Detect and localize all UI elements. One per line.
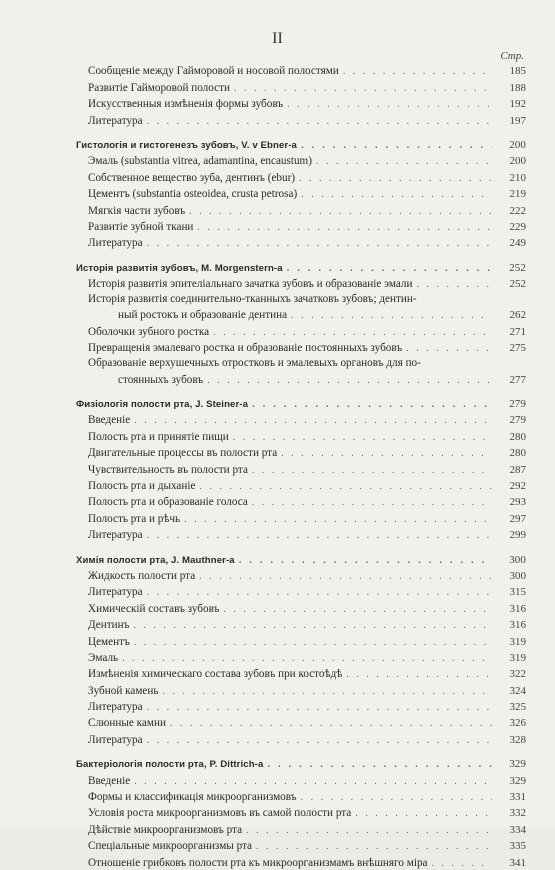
toc-entry-title: Введеніе [88,414,131,427]
toc-leader-dots [147,586,492,599]
toc-entry [76,355,526,370]
toc-leader-dots [346,668,492,681]
toc-entry-page: 280 [509,447,526,460]
toc-entry [76,460,526,476]
toc-leader-dots [355,807,492,820]
toc-entry [76,95,526,111]
toc-section-heading [76,755,526,771]
toc-entry [76,306,526,322]
toc-section-heading [76,136,526,152]
toc-leader-dots [416,278,492,291]
toc-section-heading [76,258,526,274]
toc-leader-dots [189,205,492,218]
toc-entry-page: 341 [509,856,526,869]
toc-entry [76,370,526,386]
toc-leader-dots [223,603,492,616]
toc-entry-title: Превращенія эмалеваго ростка и образованіе постоянныхъ зубовъ [88,342,403,355]
toc-heading-page: 300 [509,553,526,566]
toc-entry [76,649,526,665]
toc-entry-title: Литература [88,701,143,714]
toc-leader-dots [252,464,492,477]
toc-entry [76,616,526,632]
toc-entry-page: 331 [509,791,526,804]
toc-entry-title: Полость рта и принятіе пищи [88,430,229,443]
toc-entry-title: Слюнные камни [88,717,166,730]
toc-leader-dots [291,309,492,322]
toc-entry-page: 335 [509,840,526,853]
toc-entry [76,665,526,681]
toc-entry-page: 210 [509,171,526,184]
toc-leader-dots [301,791,492,804]
toc-entry [76,632,526,648]
toc-heading-page: 279 [509,398,526,411]
toc-entry-page: 300 [509,569,526,582]
toc-leader-dots [252,496,492,509]
toc-entry-title: Исторія развитія соединительно-тканныхъ зачатковъ зубовъ; дентин- [88,293,417,306]
toc-entry-page: 262 [509,309,526,322]
toc-entry-title: Оболочки зубного ростка [88,325,210,338]
toc-heading-title: Исторія развитія зубовъ, M. Morgenstern-a [76,262,283,274]
toc-leader-dots [301,139,492,152]
toc-entry-page: 229 [509,220,526,233]
toc-entry-page: 277 [509,373,526,386]
toc-entry-title: Развитіе зубной ткани [88,220,194,233]
toc-entry-page: 332 [509,807,526,820]
toc-leader-dots [162,685,492,698]
toc-entry-page: 287 [509,463,526,476]
toc-entry [76,185,526,201]
toc-entry-title: Введеніе [88,774,131,787]
toc-entry [76,111,526,127]
toc-entry-title: Полость рта и рѣчь [88,512,181,525]
toc-leader-dots [239,554,492,567]
toc-entry-page: 292 [509,479,526,492]
toc-entry-title: Эмаль [88,651,119,664]
toc-heading-title: Химія полости рта, J. Mauthner-a [76,554,235,566]
toc-entry-page: 192 [509,98,526,111]
toc-entry [76,599,526,615]
toc-entry [76,411,526,427]
toc-leader-dots [147,734,492,747]
toc-leader-dots [199,570,492,583]
toc-entry-page: 324 [509,684,526,697]
toc-entry-page: 299 [509,529,526,542]
toc-leader-dots [287,98,492,111]
toc-leader-dots [234,82,492,95]
toc-leader-dots [147,529,492,542]
toc-leader-dots [197,221,492,234]
page-number: II [272,30,283,47]
toc-entry-title: Развитіе Гайморовой полости [88,81,230,94]
toc-entry-title: Литература [88,586,143,599]
toc-entry [76,444,526,460]
toc-leader-dots [299,172,492,185]
toc-entry-page: 222 [509,204,526,217]
toc-entry-title: Цементъ (substantia osteoidea, crusta petrosa) [88,188,298,201]
toc-entry-title: ный ростокъ и образованіе дентина [118,309,288,322]
toc-entry [76,583,526,599]
toc-leader-dots [199,480,492,493]
toc-leader-dots [184,513,492,526]
toc-entry [76,493,526,509]
toc-entry-page: 316 [509,619,526,632]
toc-entry-page: 334 [509,823,526,836]
toc-entry-title: Жидкость полости рта [88,569,196,582]
toc-entry [76,78,526,94]
toc-entry-title: Отношеніе грибковъ полости рта къ микроорганизмамъ внѣшняго міра [88,856,428,869]
toc-entry [76,234,526,250]
toc-leader-dots [207,374,492,387]
toc-leader-dots [147,115,492,128]
toc-entry-page: 326 [509,717,526,730]
toc-section-heading [76,550,526,566]
toc-entry [76,275,526,291]
toc-heading-title: Бактеріологія полости рта, P. Dittrich-a [76,759,264,771]
toc-entry-page: 315 [509,586,526,599]
toc-leader-dots [256,840,492,853]
toc-leader-dots [134,775,492,788]
toc-entry-title: Литература [88,529,143,542]
toc-leader-dots [134,414,492,427]
toc-entry-title: Двигательные процессы въ полости рта [88,447,278,460]
toc-entry-page: 188 [509,81,526,94]
toc-leader-dots [432,857,492,870]
toc-leader-dots [246,824,492,837]
toc-heading-title: Физіологія полости рта, J. Steiner-a [76,399,249,411]
toc-leader-dots [170,717,492,730]
toc-leader-dots [316,155,492,168]
toc-heading-page: 329 [509,758,526,771]
toc-entry [76,853,526,869]
toc-entry-page: 297 [509,512,526,525]
toc-leader-dots [406,342,492,355]
toc-entry [76,730,526,746]
toc-entry [76,322,526,338]
toc-entry [76,788,526,804]
toc-entry-title: Сообщеніе между Гайморовой и носовой полостями [88,65,339,78]
toc-entry-title: Чувствительность въ полости рта [88,463,248,476]
toc-entry-page: 316 [509,602,526,615]
toc-entry-title: Формы и классификація микроорганизмовъ [88,791,297,804]
toc-entry-page: 275 [509,342,526,355]
toc-leader-dots [287,262,492,275]
toc-heading-page: 200 [509,138,526,151]
toc-entry-title: Исторія развитія эпителіальнаго зачатка зубовъ и образованіе эмали [88,278,413,291]
toc-entry-title: Мягкія части зубовъ [88,204,186,217]
toc-entry [76,820,526,836]
toc-entry-page: 279 [509,414,526,427]
toc-entry-title: Образованіе верхушечныхъ отростковъ и эмалевыхъ органовъ для по- [88,357,421,370]
table-of-contents [76,62,526,870]
toc-leader-dots [147,237,492,250]
toc-entry-title: Полость рта и дыханіе [88,479,196,492]
toc-leader-dots [267,758,492,771]
toc-leader-dots [281,447,492,460]
toc-entry-page: 319 [509,635,526,648]
toc-entry-title: Литература [88,733,143,746]
toc-entry-page: 249 [509,237,526,250]
toc-leader-dots [233,431,492,444]
toc-entry-title: Эмаль (substantia vitrea, adamantina, encaustum) [88,155,312,168]
toc-entry-page: 329 [509,774,526,787]
toc-entry-title: Зубной камень [88,684,159,697]
toc-entry [76,152,526,168]
toc-entry-title: Собственное вещество зуба, дентинъ (ebur) [88,171,296,184]
toc-leader-dots [122,652,492,665]
toc-entry [76,526,526,542]
toc-entry-page: 252 [509,278,526,291]
toc-entry [76,168,526,184]
toc-entry [76,837,526,853]
toc-entry [76,201,526,217]
toc-entry-title: стоянныхъ зубовъ [118,373,204,386]
toc-entry [76,339,526,355]
toc-entry [76,291,526,306]
toc-heading-title: Гистологія и гистогенезъ зубовъ, V. v Ebner-a [76,139,297,151]
toc-entry-page: 322 [509,668,526,681]
toc-entry-title: Литература [88,237,143,250]
toc-leader-dots [134,636,492,649]
toc-entry [76,714,526,730]
toc-entry [76,509,526,525]
toc-entry-title: Спеціальные микроорганизмы рта [88,840,253,853]
toc-entry-page: 185 [509,65,526,78]
toc-leader-dots [301,188,492,201]
toc-entry [76,567,526,583]
toc-entry-title: Дѣйствіе микроорганизмовъ рта [88,823,243,836]
toc-entry-title: Химическій составъ зубовъ [88,602,220,615]
toc-entry-title: Цементъ [88,635,130,648]
toc-entry [76,62,526,78]
toc-entry [76,218,526,234]
toc-entry-page: 197 [509,114,526,127]
toc-entry [76,681,526,697]
toc-entry-title: Полость рта и образованіе голоса [88,496,248,509]
toc-entry-page: 293 [509,496,526,509]
toc-leader-dots [147,701,492,714]
toc-entry-page: 271 [509,325,526,338]
toc-entry-title: Условія роста микроорганизмовъ въ самой полости рта [88,807,352,820]
toc-entry [76,698,526,714]
toc-heading-page: 252 [509,261,526,274]
toc-entry [76,804,526,820]
toc-entry-page: 280 [509,430,526,443]
toc-section-heading [76,395,526,411]
toc-entry-title: Литература [88,114,143,127]
toc-entry-title: Искусственныя измѣненія формы зубовъ [88,98,284,111]
toc-entry [76,771,526,787]
toc-leader-dots [252,398,492,411]
toc-entry-page: 219 [509,188,526,201]
page-column-header: Стр. [500,50,524,62]
toc-entry-page: 328 [509,733,526,746]
toc-leader-dots [133,619,492,632]
toc-entry-title: Измѣненія химическаго состава зубовъ при костоѣдѣ [88,668,343,681]
toc-entry-title: Дентинъ [88,619,130,632]
toc-entry [76,427,526,443]
toc-leader-dots [343,65,492,78]
toc-entry-page: 325 [509,701,526,714]
toc-entry [76,477,526,493]
toc-leader-dots [213,326,492,339]
toc-entry-page: 200 [509,155,526,168]
toc-entry-page: 319 [509,651,526,664]
